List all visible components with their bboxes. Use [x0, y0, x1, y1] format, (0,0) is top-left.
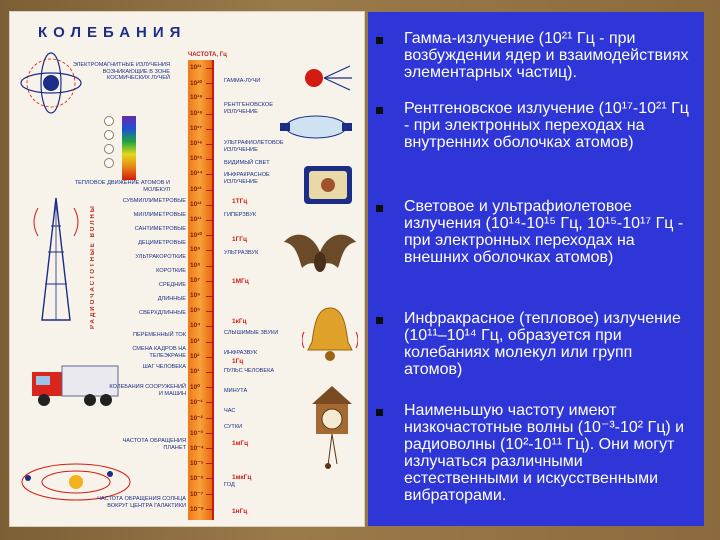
right-label: СУТКИ — [224, 424, 243, 430]
right-label: УЛЬТРАФИОЛЕТОВОЕ ИЗЛУЧЕНИЕ — [224, 140, 284, 153]
frequency-tick-label: 10⁹ — [190, 246, 201, 254]
left-label: СУБМИЛЛИМЕТРОВЫЕ — [122, 198, 186, 204]
frequency-tick-label: 10¹⁹ — [190, 94, 203, 102]
left-label: СМЕНА КАДРОВ НА ТЕЛЕЭКРАНЕ — [132, 346, 186, 359]
frequency-tick-label: 10¹⁷ — [190, 124, 203, 132]
frequency-tick-label: 10³ — [190, 337, 200, 345]
left-label: ЧАСТОТА ОБРАЩЕНИЯ ПЛАНЕТ — [122, 438, 186, 451]
bullet-text: Наименьшую частоту имеют низкочастотные волны (10⁻³-10² Гц) и радиоволны (10²-10¹¹ Гц). Они могут излучаться различными естественными и искусственными вибраторами. — [404, 402, 685, 504]
description-panel — [368, 12, 704, 526]
bullet-marker — [376, 409, 383, 416]
frequency-tick-mark — [206, 68, 214, 69]
spectrum-dot — [104, 158, 114, 168]
frequency-tick-mark — [206, 509, 214, 510]
right-label: ЧАС — [224, 408, 236, 414]
frequency-tick-label: 10⁵ — [190, 307, 201, 315]
left-label: ДЕЦИМЕТРОВЫЕ — [138, 240, 186, 246]
frequency-tick-mark — [206, 311, 214, 312]
frequency-tick-label: 10⁻⁴ — [190, 445, 204, 452]
frequency-tick-mark — [206, 357, 214, 358]
frequency-tick-mark — [206, 159, 214, 160]
bullet-text: Рентгеновское излучение (10¹⁷-10²¹ Гц - при электронных переходах на внутренних оболочках атомов) — [404, 100, 689, 151]
frequency-tick-label: 10⁸ — [190, 261, 201, 269]
bullet-text: Световое и ультрафиолетовое излучения (10¹⁴-10¹⁵ Гц, 10¹⁵-10¹⁷ Гц - при электронных переходах на внешних оболочках атомов) — [404, 198, 684, 266]
frequency-tick-label: 10⁷ — [190, 276, 200, 284]
frequency-tick-mark — [206, 448, 214, 449]
gamma-source-icon — [300, 58, 356, 98]
frequency-tick-label: 10⁻⁸ — [190, 505, 204, 513]
frequency-tick-mark — [206, 144, 214, 145]
frequency-tick-label: 10² — [190, 352, 200, 360]
star-icon — [16, 48, 86, 118]
frequency-tick-mark — [206, 129, 214, 130]
frequency-tick-mark — [206, 98, 214, 99]
right-label: ИНФРАЗВУК — [224, 350, 258, 356]
bullet-marker — [376, 37, 383, 44]
frequency-tick-label: 10¹⁵ — [190, 155, 203, 163]
left-label: ДЛИННЫЕ — [157, 296, 186, 302]
reference-frequency: 1МГц — [232, 278, 249, 285]
reference-frequency: 1ГГц — [232, 236, 247, 243]
frequency-tick-label: 10⁻¹ — [190, 399, 203, 407]
bell-icon — [302, 302, 358, 364]
bullet-text: Инфракрасное (тепловое) излучение (10¹¹–10¹⁴ Гц, образуется при колебаниях молекул или групп атомов) — [404, 310, 681, 378]
oscillations-poster — [10, 12, 364, 526]
frequency-tick-mark — [206, 402, 214, 403]
right-label: УЛЬТРАЗВУК — [224, 250, 259, 256]
left-label: ЭЛЕКТРОМАГНИТНЫЕ ИЗЛУЧЕНИЯ ВОЗНИКАЮЩИЕ В ЗОНЕ КОСМИЧЕСКИХ ЛУЧЕЙ — [72, 62, 170, 81]
frequency-tick-label: 10⁻⁶ — [190, 475, 204, 483]
frequency-tick-mark — [206, 220, 214, 221]
tv-screen-icon — [302, 164, 354, 208]
left-label: КОЛЕБАНИЯ СООРУЖЕНИЙ И МАШИН — [109, 384, 186, 397]
right-label: ПУЛЬС ЧЕЛОВЕКА — [224, 368, 275, 374]
reference-frequency: 1кГц — [232, 318, 247, 325]
frequency-tick-label: 10⁶ — [190, 292, 201, 299]
frequency-tick-label: 10⁻² — [190, 414, 203, 422]
frequency-tick-mark — [206, 235, 214, 236]
frequency-tick-label: 10¹⁶ — [190, 140, 203, 147]
right-label: ГИПЕРЗВУК — [224, 212, 257, 218]
frequency-tick-mark — [206, 250, 214, 251]
poster-title: КОЛЕБАНИЯ — [38, 24, 187, 41]
right-label: МИНУТА — [224, 388, 248, 394]
frequency-tick-label: 10⁻⁵ — [190, 460, 204, 468]
spectrum-dot — [104, 144, 114, 154]
reference-frequency: 1мкГц — [232, 474, 252, 481]
frequency-tick-mark — [206, 478, 214, 479]
left-label: ТЕПЛОВОЕ ДВИЖЕНИЕ АТОМОВ И МОЛЕКУЛ — [74, 180, 170, 193]
left-label: ПЕРЕМЕННЫЙ ТОК — [133, 332, 186, 338]
frequency-tick-label: 10⁰ — [190, 384, 200, 392]
left-label: МИЛЛИМЕТРОВЫЕ — [133, 212, 186, 218]
bat-icon — [282, 222, 358, 294]
right-label: РЕНТГЕНОВСКОЕ ИЗЛУЧЕНИЕ — [224, 102, 273, 115]
frequency-tick-label: 10¹ — [190, 368, 200, 375]
frequency-tick-mark — [206, 372, 214, 373]
frequency-tick-label: 10²⁰ — [190, 80, 203, 88]
frequency-tick-mark — [206, 463, 214, 464]
left-label: СРЕДНИЕ — [158, 282, 186, 288]
frequency-tick-mark — [206, 342, 214, 343]
right-label: ВИДИМЫЙ СВЕТ — [224, 160, 270, 166]
reference-frequency: 1Гц — [232, 358, 244, 365]
left-label: ШАГ ЧЕЛОВЕКА — [142, 364, 186, 370]
frequency-tick-label: 10²¹ — [190, 64, 202, 71]
radio-tower-icon — [24, 192, 88, 322]
radio-waves-vertical-label: РАДИОЧАСТОТНЫЕ ВОЛНЫ — [90, 204, 96, 330]
frequency-tick-mark — [206, 433, 214, 434]
visible-spectrum-strip — [122, 116, 136, 180]
reference-frequency: 1нГц — [232, 508, 248, 515]
frequency-tick-label: 10¹⁸ — [190, 109, 203, 117]
frequency-tick-mark — [206, 387, 214, 388]
frequency-tick-mark — [206, 418, 214, 419]
frequency-tick-mark — [206, 190, 214, 191]
spectrum-dot — [104, 130, 114, 140]
frequency-tick-mark — [206, 326, 214, 327]
frequency-tick-label: 10¹¹ — [190, 216, 202, 223]
frequency-tick-label: 10¹² — [190, 200, 202, 208]
right-label: ИНФРАКРАСНОЕ ИЗЛУЧЕНИЕ — [224, 172, 270, 185]
frequency-tick-label: 10⁻³ — [190, 429, 203, 437]
frequency-tick-mark — [206, 281, 214, 282]
frequency-tick-label: 10¹⁰ — [190, 232, 203, 240]
frequency-tick-mark — [206, 494, 214, 495]
right-label: СЛЫШИМЫЕ ЗВУКИ — [224, 330, 279, 336]
bullet-marker — [376, 317, 383, 324]
frequency-tick-mark — [206, 266, 214, 267]
frequency-tick-label: 10⁴ — [190, 322, 201, 330]
left-label: ЧАСТОТА ОБРАЩЕНИЯ СОЛНЦА ВОКРУГ ЦЕНТРА ГАЛАКТИКИ — [97, 496, 186, 509]
frequency-tick-mark — [206, 205, 214, 206]
frequency-axis-label: ЧАСТОТА, Гц — [188, 52, 227, 58]
frequency-tick-mark — [206, 114, 214, 115]
right-label: ГОД — [224, 482, 235, 488]
left-label: САНТИМЕТРОВЫЕ — [134, 226, 186, 232]
cuckoo-clock-icon — [310, 384, 354, 470]
left-label: УЛЬТРАКОРОТКИЕ — [135, 254, 186, 260]
frequency-tick-mark — [206, 296, 214, 297]
left-label: СВЕРХДЛИННЫЕ — [139, 310, 186, 316]
bullet-marker — [376, 205, 383, 212]
left-label: КОРОТКИЕ — [156, 268, 186, 274]
frequency-tick-label: 10¹³ — [190, 185, 202, 193]
frequency-tick-label: 10¹⁴ — [190, 170, 203, 178]
frequency-tick-label: 10⁻⁷ — [190, 490, 204, 498]
reference-frequency: 1ТГц — [232, 198, 248, 205]
bullet-text: Гамма-излучение (10²¹ Гц - при возбуждении ядер и взаимодействиях элементарных частиц). — [404, 30, 689, 81]
spectrum-dot — [104, 116, 114, 126]
right-label: ГАММА-ЛУЧИ — [224, 78, 261, 84]
x-ray-tube-icon — [278, 112, 354, 142]
frequency-tick-mark — [206, 83, 214, 84]
frequency-tick-mark — [206, 174, 214, 175]
bullet-marker — [376, 107, 383, 114]
reference-frequency: 1мГц — [232, 440, 249, 447]
